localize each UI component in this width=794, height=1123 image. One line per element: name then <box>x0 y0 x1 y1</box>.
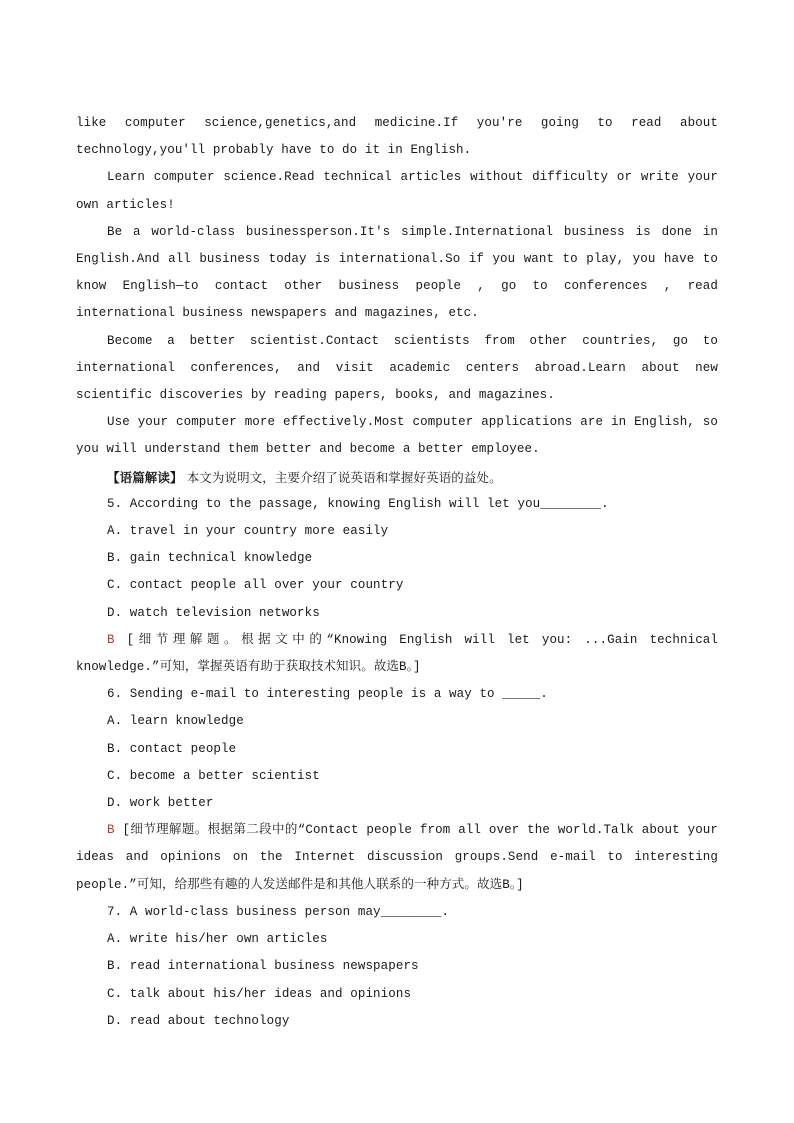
explanation-6 <box>76 817 718 899</box>
option-7a: A. write his/her own articles <box>107 932 328 947</box>
question-stem-5: 5. According to the passage, knowing English will let you________. <box>107 496 609 511</box>
option-6b: B. contact people <box>107 741 237 756</box>
passage-paragraph-4: Become a better scientist.Contact scientists from other countries, go to international conferences, and visit academic centers abroad.Learn about new scientific discoveries by reading papers, books, and magazines. <box>76 333 718 403</box>
explanation-text-5: [细节理解题。根据文中的“Knowing English will let you: ...Gain technical knowledge.”可知，掌握英语有助于获取技术知识。故选B。] <box>76 632 718 675</box>
explanation-text-6: [细节理解题。根据第二段中的“Contact people from all over the world.Talk about your ideas and opinions on the Internet discussion groups.Send e-mail to interesting people.”可知，给那些有趣的人发送邮件是和其他人联系的一种方式。故选B。] <box>76 823 719 892</box>
analysis-label: 【语篇解读】 <box>107 469 183 485</box>
passage-paragraph-2: Learn computer science.Read technical articles without difficulty or write your own articles! <box>76 170 718 212</box>
text-block <box>76 110 718 1035</box>
option-6c: C. become a better scientist <box>107 768 320 783</box>
passage-paragraph-5: Use your computer more effectively.Most computer applications are in English, so you will understand them better and become a better employee. <box>76 415 718 457</box>
option-7b: B. read international business newspapers <box>107 959 419 974</box>
answer-6: B <box>107 823 115 838</box>
option-6a: A. learn knowledge <box>107 714 244 729</box>
explanation-5 <box>76 627 718 681</box>
option-5a: A. travel in your country more easily <box>107 524 389 539</box>
question-stem-7: 7. A world-class business person may________. <box>107 904 450 919</box>
option-7c: C. talk about his/her ideas and opinions <box>107 986 412 1001</box>
question-stem-6: 6. Sending e-mail to interesting people is a way to _____. <box>107 687 548 702</box>
passage-paragraph-3: Be a world-class businessperson.It's simple.International business is done in English.And all business today is international.So if you want to play, you have to know English—to contact other business people , go to conferences , read international business newspapers and magazines, etc. <box>76 224 718 321</box>
option-6d: D. work better <box>107 796 214 811</box>
option-7d: D. read about technology <box>107 1013 290 1028</box>
option-5c: C. contact people all over your country <box>107 578 404 593</box>
option-5b: B. gain technical knowledge <box>107 551 313 566</box>
answer-5: B <box>107 632 115 647</box>
analysis-text: 本文为说明文，主要介绍了说英语和掌握好英语的益处。 <box>186 469 502 485</box>
option-5d: D. watch television networks <box>107 605 320 620</box>
passage-paragraph-1: like computer science,genetics,and medicine.If you're going to read about technology,you'll probably have to do it in English. <box>76 116 718 158</box>
analysis-paragraph <box>76 464 718 491</box>
